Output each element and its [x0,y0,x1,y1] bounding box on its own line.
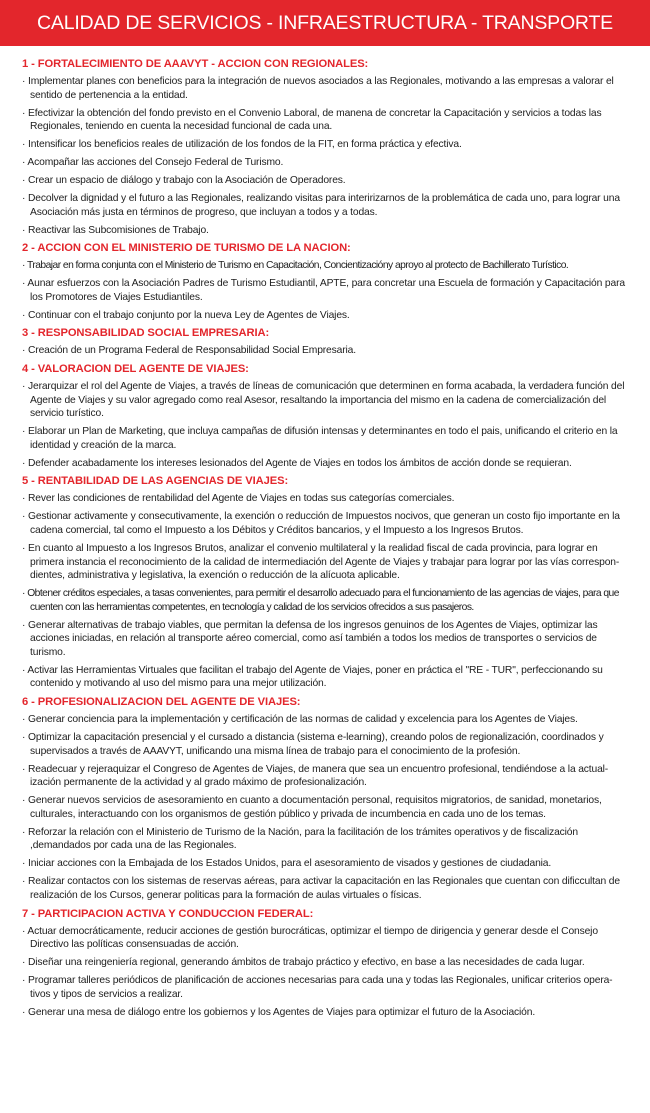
list-item: · Generar conciencia para la implementación y certificación de las normas de calidad y excelencia para los Agentes de Viajes. [22,713,626,727]
section-heading: 5 - RENTABILIDAD DE LAS AGENCIAS DE VIAJES: [22,475,289,488]
list-item: · Defender acabadamente los intereses lesionados del Agente de Viajes en todos los ámbitos de acción donde se requieran. [22,457,626,471]
section-5 [22,475,626,691]
bullet-list [22,344,626,358]
list-item: · Crear un espacio de diálogo y trabajo con la Asociación de Operadores. [22,174,626,188]
list-item: · Realizar contactos con los sistemas de reservas aéreas, para activar la capacitación en las Regionales que cuentan con dificcultan de realización de los Cursos, generar politicas para la formación de aulas virtuales o físicas. [22,875,626,902]
list-item: · En cuanto al Impuesto a los Ingresos Brutos, analizar el convenio multilateral y la realidad fiscal de cada provincia, para lograr en primera instancia el reconocimiento de la calidad de intermediación del Agente de Viajes y trabajar para lograr por las vías correspon-dientes, administrativa y legislativa, la exención o reducción de la alícuota aplicable. [22,542,626,583]
list-item: · Generar una mesa de diálogo entre los gobiernos y los Agentes de Viajes para optimizar el futuro de la Asociación. [22,1006,626,1020]
list-item: · Generar nuevos servicios de asesoramiento en cuanto a documentación personal, requisitos migratorios, de sanidad, monetarios, culturales, interactuando con los organismos de gestión público y privada de incumbencia en cada uno de los temas. [22,794,626,821]
section-4 [22,363,626,470]
section-heading: 6 - PROFESIONALIZACION DEL AGENTE DE VIAJES: [22,696,301,709]
list-item: · Activar las Herramientas Virtuales que facilitan el trabajo del Agente de Viajes, poner en práctica el "RE - TUR", perfeccionando su contenido y motivando al uso del mismo para una mejor utilización. [22,664,626,691]
document-body [0,46,650,1019]
section-heading: 2 - ACCION CON EL MINISTERIO DE TURISMO DE LA NACION: [22,242,351,255]
list-item: · Elaborar un Plan de Marketing, que incluya campañas de difusión intensas y determinantes en todo el pais, unificando el criterio en la identidad y creación de la marca. [22,425,626,452]
list-item: · Rever las condiciones de rentabilidad del Agente de Viajes en todas sus categorías comerciales. [22,492,626,506]
list-item: · Reactivar las Subcomisiones de Trabajo. [22,224,626,238]
list-item: · Efectivizar la obtención del fondo previsto en el Convenio Laboral, de manena de concretar la Capacitación y servicios a todas las Regionales, teniendo en cuenta la necesidad funcional de cada una. [22,107,626,134]
list-item: · Jerarquizar el rol del Agente de Viajes, a través de líneas de comunicación que determinen en forma acabada, la verdadera función del Agente de Viajes y su valor agregado como real Asesor, resaltando la importancia del mismo en la cadena de comercialización del servicio turístico. [22,380,626,421]
list-item: · Aunar esfuerzos con la Asociación Padres de Turismo Estudiantil, APTE, para concretar una Escuela de formación y Capacitación para los Promotores de Viajes Estudiantiles. [22,277,626,304]
list-item: · Reforzar la relación con el Ministerio de Turismo de la Nación, para la facilitación de los trámites operativos y de fiscalización ,demandados por cada una de las Regionales. [22,826,626,853]
list-item: · Continuar con el trabajo conjunto por la nueva Ley de Agentes de Viajes. [22,309,626,323]
section-2 [22,242,626,322]
section-heading: 3 - RESPONSABILIDAD SOCIAL EMPRESARIA: [22,327,270,340]
list-item: · Readecuar y rejeraquizar el Congreso de Agentes de Viajes, de manera que sea un encuentro profesional, tendiéndose a la actual-ización permanente de la actividad y al grado máximo de profesionalización. [22,763,626,790]
list-item: · Creación de un Programa Federal de Responsabilidad Social Empresaria. [22,344,626,358]
list-item: · Generar alternativas de trabajo viables, que permitan la defensa de los ingresos genuinos de los Agentes de Viajes, optimizar las acciones iniciadas, en relación al transporte aéreo comercial, como así también a todos los medios de transportes o servicios de turismo. [22,619,626,660]
list-item: · Trabajar en forma conjunta con el Ministerio de Turismo en Capacitación, Concientizacióny aproyo al protecto de Bachillerato Turístico. [22,259,626,273]
list-item: · Implementar planes con beneficios para la integración de nuevos asociados a las Regionales, motivando a las empresas a valorar el sentido de pertenencia a la entidad. [22,75,626,102]
section-3 [22,327,626,358]
bullet-list [22,380,626,470]
list-item: · Decolver la dignidad y el futuro a las Regionales, realizando visitas para interirizarnos de la problemática de cada uno, para lograr una Asociación más justa en términos de progreso, que incluyan a todos y a todas. [22,192,626,219]
list-item: · Acompañar las acciones del Consejo Federal de Turismo. [22,156,626,170]
list-item: · Programar talleres periódicos de planificación de acciones necesarias para cada una y todas las Regionales, unificar criterios opera-tivos y tipos de servicios a realizar. [22,974,626,1001]
list-item: · Iniciar acciones con la Embajada de los Estados Unidos, para el asesoramiento de visados y gestiones de ciudadania. [22,857,626,871]
section-1 [22,58,626,237]
bullet-list [22,925,626,1020]
bullet-list [22,259,626,322]
bullet-list [22,75,626,237]
page-title: CALIDAD DE SERVICIOS - INFRAESTRUCTURA - TRANSPORTE [37,11,613,34]
list-item: · Actuar democráticamente, reducir acciones de gestión burocráticas, optimizar el tiempo de dirigencia y generar desde el Consejo Directivo las políticas consensuadas de acción. [22,925,626,952]
section-heading: 4 - VALORACION DEL AGENTE DE VIAJES: [22,363,249,376]
list-item: · Obtener créditos especiales, a tasas convenientes, para permitir el desarrollo adecuado para el funcionamiento de las agencias de viajes, para que cuenten con las herramientas competentes, en tecnología y calidad de los servicios ofrecidos a sus pasajeros. [22,587,626,614]
bullet-list [22,713,626,902]
list-item: · Diseñar una reingeniería regional, generando ámbitos de trabajo práctico y efectivo, en base a las necesidades de cada lugar. [22,956,626,970]
bullet-list [22,492,626,691]
section-6 [22,696,626,902]
list-item: · Gestionar activamente y consecutivamente, la exención o reducción de Impuestos nocivos, que generan un costo fijo importante en la cadena comercial, tal como el Impuesto a los Débitos y Créditos bancarios, y el Impuesto a los Ingresos Brutos. [22,510,626,537]
list-item: · Intensificar los beneficios reales de utilización de los fondos de la FIT, en forma práctica y efectiva. [22,138,626,152]
section-heading: 7 - PARTICIPACION ACTIVA Y CONDUCCION FEDERAL: [22,907,314,920]
section-7 [22,908,626,1020]
section-heading: 1 - FORTALECIMIENTO DE AAAVYT - ACCION CON REGIONALES: [22,58,369,70]
list-item: · Optimizar la capacitación presencial y el cursado a distancia (sistema e-learning), creando polos de regionalización, coordinados y supervisados a través de AAAVYT, unificando una misma línea de trabajo para el conocimiento de la profesión. [22,731,626,758]
header-banner [0,0,650,46]
